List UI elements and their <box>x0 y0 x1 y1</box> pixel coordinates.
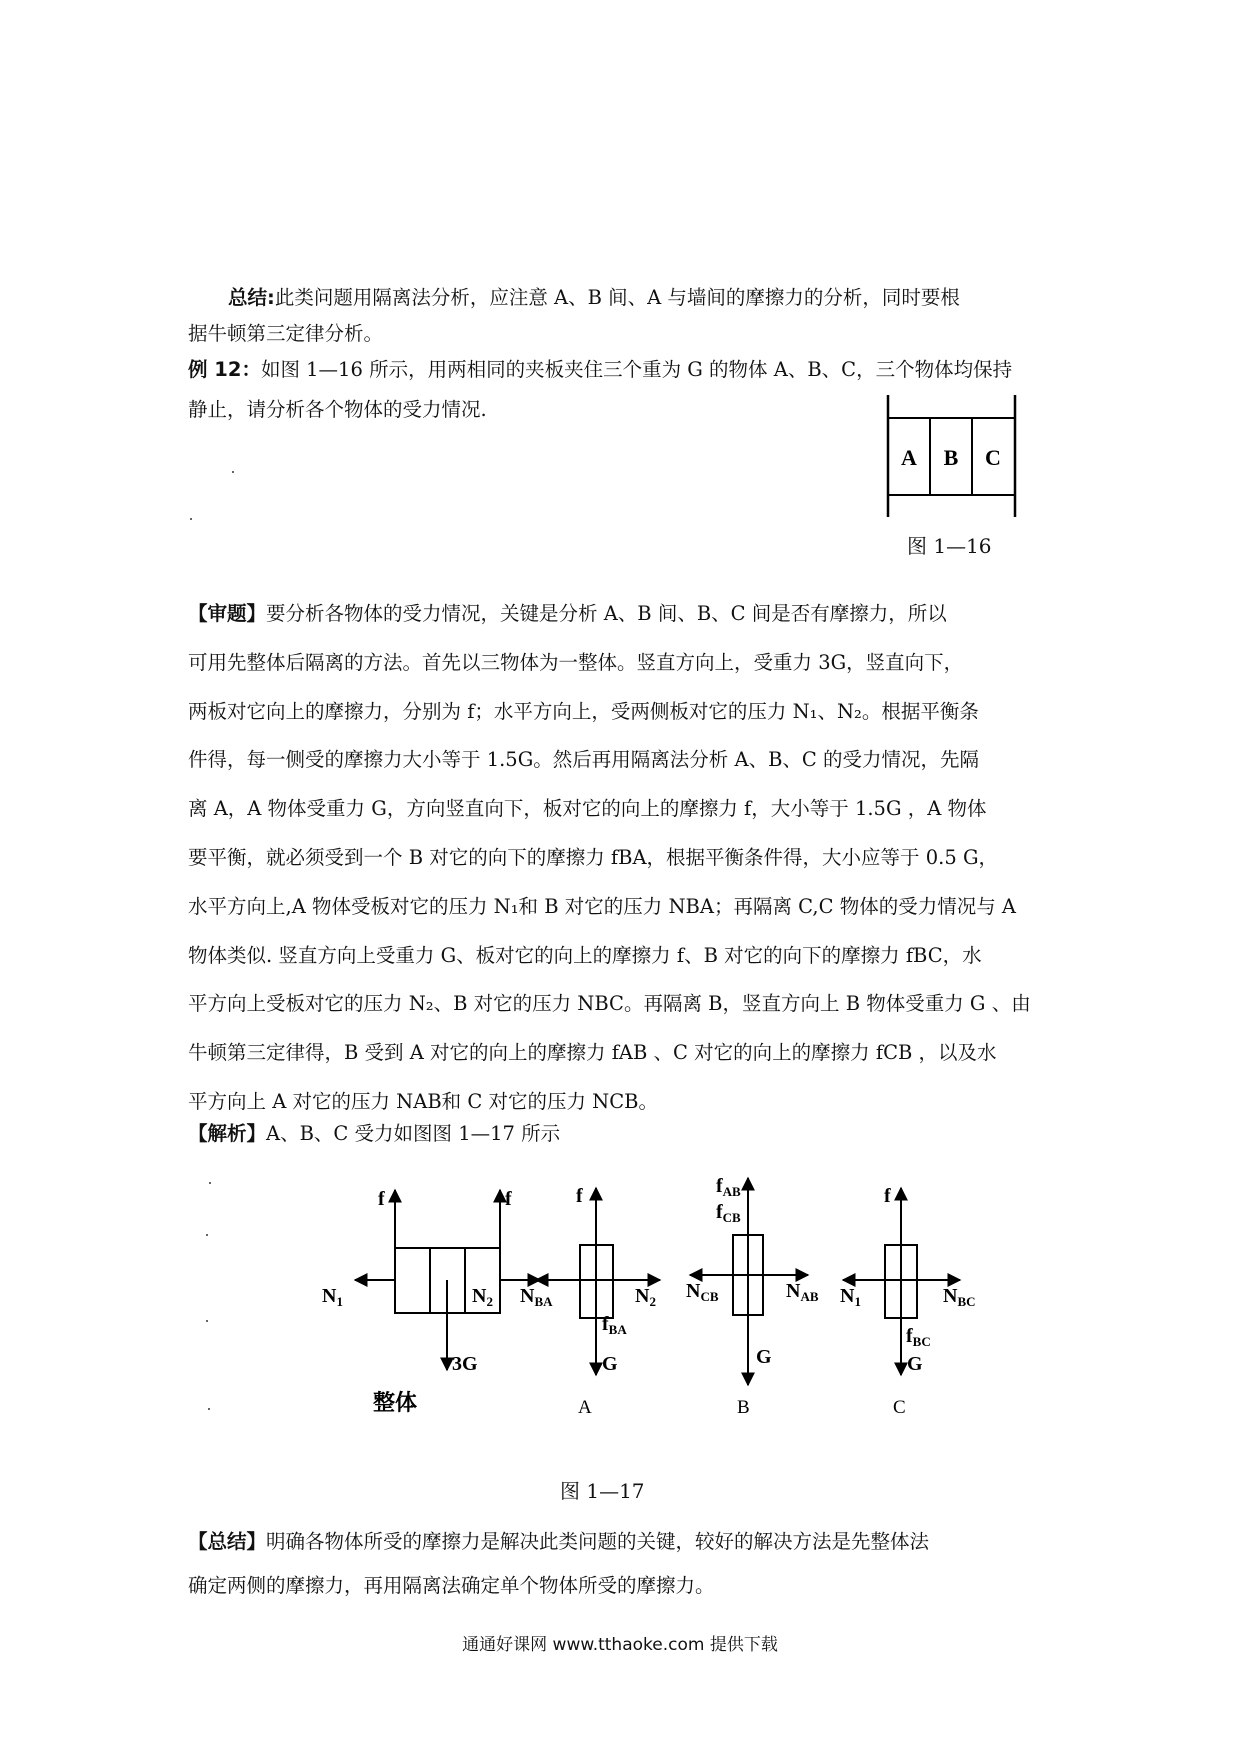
block-a-label: A <box>901 445 917 470</box>
whole-n1-label: $N_1$ <box>322 1285 343 1309</box>
analysis-line-5: 离 A，A 物体受重力 G，方向竖直向下，板对它的向上的摩擦力 f，大小等于 1.5G ，A 物体 <box>188 797 987 821</box>
summary2-label: 【总结】 <box>188 1530 267 1553</box>
analysis-line-7: 水平方向上,A 物体受板对它的压力 N₁和 B 对它的压力 NBA；再隔离 C,C 物体的受力情况与 A <box>188 894 1016 918</box>
c-diagram <box>843 1188 960 1375</box>
c-nbc-label: $N_{BC}$ <box>943 1285 976 1309</box>
example-label: 例 12 <box>188 358 242 381</box>
summary-text-line-1: 此类问题用隔离法分析，应注意 A、B 间、A 与墙间的摩擦力的分析，同时要根 <box>274 286 960 309</box>
summary-paragraph-2 <box>188 1520 1058 1608</box>
page-footer: 通通好课网 www.tthaoke.com 提供下载 <box>462 1635 778 1655</box>
whole-f-right-label: f <box>505 1188 512 1210</box>
a-diagram <box>536 1188 660 1375</box>
b-nab-label: $N_{AB}$ <box>786 1280 819 1304</box>
c-n1-label: $N_1$ <box>840 1285 861 1309</box>
solution-label: 【解析】 <box>188 1122 267 1145</box>
analysis-line-8: 物体类似. 竖直方向上受重力 G、板对它的向上的摩擦力 f、B 对它的向下的摩擦力 fBC，水 <box>188 943 982 967</box>
scan-speck <box>209 1182 211 1184</box>
b-caption: B <box>737 1397 750 1418</box>
a-caption: A <box>578 1397 592 1418</box>
scan-speck <box>232 471 234 473</box>
example-text-line-1: 如图 1—16 所示，用两相同的夹板夹住三个重为 G 的物体 A、B、C，三个物体均保持 <box>260 358 1013 381</box>
analysis-line-9: 平方向上受板对它的压力 N₂、B 对它的压力 NBC。再隔离 B，竖直方向上 B 物体受重力 G 、由 <box>188 992 1031 1016</box>
analysis-paragraph <box>188 590 1058 1127</box>
analysis-line-2: 可用先整体后隔离的方法。首先以三物体为一整体。竖直方向上，受重力 3G，竖直向下， <box>188 650 964 674</box>
analysis-line-11: 平方向上 A 对它的压力 NAB和 C 对它的压力 NCB。 <box>188 1089 658 1113</box>
example-text-line-2: 静止，请分析各个物体的受力情况. <box>188 398 487 421</box>
solution-line <box>188 1118 560 1146</box>
scan-speck <box>206 1234 208 1236</box>
whole-f-left-label: f <box>378 1188 385 1210</box>
analysis-line-4: 件得，每一侧受的摩擦力大小等于 1.5G。然后再用隔离法分析 A、B、C 的受力情况，先隔 <box>188 748 980 772</box>
a-fba-label: $f_{BA}$ <box>602 1313 627 1337</box>
figure-1-17 <box>322 1170 1120 1430</box>
analysis-text: 要分析各物体的受力情况，关键是分析 A、B 间、B、C 间是否有摩擦力，所以 <box>266 602 947 625</box>
whole-diagram <box>355 1190 540 1370</box>
c-f-label: f <box>884 1185 891 1207</box>
analysis-line-6: 要平衡，就必须受到一个 B 对它的向下的摩擦力 fBA，根据平衡条件得，大小应等于 0.5 G， <box>188 845 999 869</box>
solution-text: A、B、C 受力如图图 1—17 所示 <box>266 1122 561 1145</box>
a-f-label: f <box>576 1185 583 1207</box>
figure-1-17-caption: 图 1—17 <box>560 1479 645 1503</box>
analysis-line-10: 牛顿第三定律得，B 受到 A 对它的向上的摩擦力 fAB 、C 对它的向上的摩擦力 fCB ，以及水 <box>188 1041 997 1065</box>
summary2-line-1 <box>188 1520 1058 1564</box>
summary2-line-2: 确定两侧的摩擦力，再用隔离法确定单个物体所受的摩擦力。 <box>188 1574 715 1597</box>
c-caption: C <box>893 1397 906 1418</box>
block-b-label: B <box>943 445 959 470</box>
b-weight-label: G <box>756 1346 772 1368</box>
summary-text-line-2: 据牛顿第三定律分析。 <box>188 322 384 345</box>
c-weight-label: G <box>907 1353 923 1375</box>
analysis-line-1 <box>188 590 1058 639</box>
summary-paragraph-1 <box>188 280 1058 352</box>
analysis-label: 【审题】 <box>188 602 267 625</box>
example-colon: ： <box>241 358 261 381</box>
figure-1-16 <box>880 395 1030 520</box>
summary2-text-1: 明确各物体所受的摩擦力是解决此类问题的关键，较好的解决方法是先整体法 <box>266 1530 930 1553</box>
whole-n2-label: $N_2$ <box>472 1285 493 1309</box>
b-fab-label: $f_{AB}$ <box>716 1175 741 1199</box>
c-fbc-label: $f_{BC}$ <box>906 1325 931 1349</box>
summary-label: 总结: <box>228 286 275 309</box>
whole-caption: 整体 <box>373 1390 418 1415</box>
a-n2-label: $N_2$ <box>635 1285 656 1309</box>
scan-speck <box>190 518 192 520</box>
scan-speck <box>208 1408 210 1410</box>
whole-weight-label: 3G <box>452 1353 478 1375</box>
a-weight-label: G <box>602 1353 618 1375</box>
b-fcb-label: $f_{CB}$ <box>716 1201 741 1225</box>
scan-speck <box>206 1320 208 1322</box>
a-nba-label: $N_{BA}$ <box>520 1285 553 1309</box>
analysis-line-3: 两板对它向上的摩擦力，分别为 f；水平方向上，受两侧板对它的压力 N₁、N₂。根据平衡条 <box>188 699 979 723</box>
b-ncb-label: $N_{CB}$ <box>686 1280 719 1304</box>
figure-1-16-caption: 图 1—16 <box>907 534 992 558</box>
block-c-label: C <box>985 445 1001 470</box>
